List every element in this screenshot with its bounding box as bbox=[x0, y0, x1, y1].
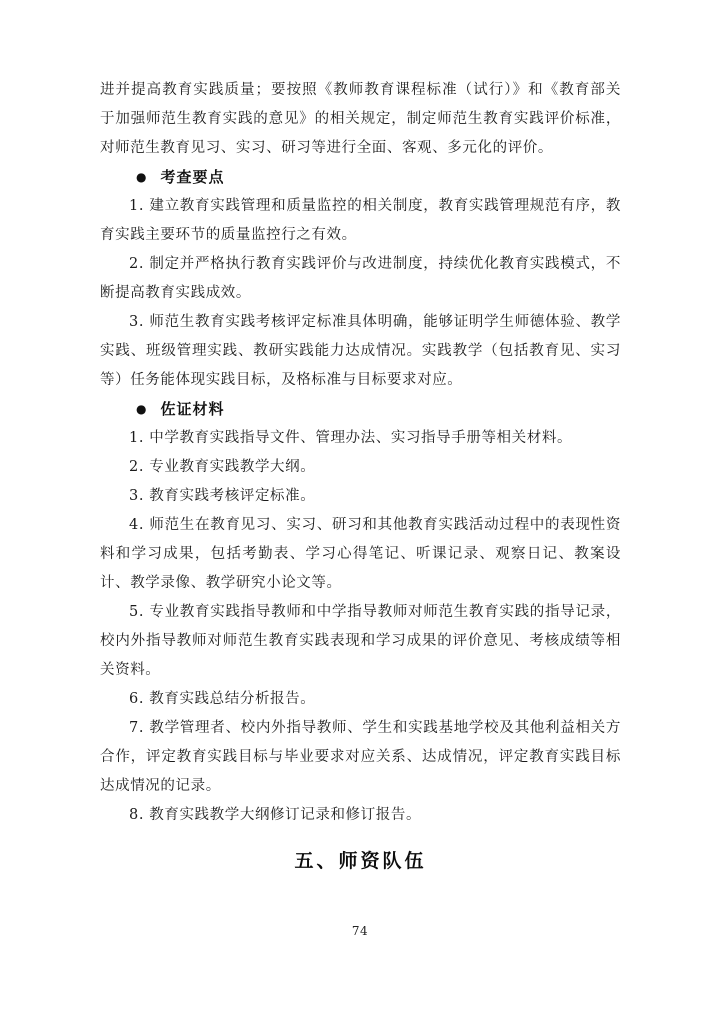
bullet-icon: ● bbox=[136, 402, 148, 416]
bullet-icon: ● bbox=[136, 170, 148, 184]
list-item: 6. 教育实践总结分析报告。 bbox=[129, 691, 316, 707]
list-item: 3. 教育实践考核评定标准。 bbox=[129, 488, 316, 504]
section-title: 佐证材料 bbox=[160, 400, 225, 418]
list-item: 1. 建立教育实践管理和质量监控的相关制度，教育实践管理规范有序，教育实践主要环节的质量监控行之有效。 bbox=[100, 198, 621, 243]
intro-paragraph: 进并提高教育实践质量；要按照《教师教育课程标准（试行）》和《教育部关于加强师范生教育实践的意见》的相关规定，制定师范生教育实践评价标准，对师范生教育见习、实习、研习等进行全面、客观、多元化的评价。 bbox=[100, 82, 621, 156]
chapter-heading: 五、师资队伍 bbox=[294, 850, 427, 872]
page-number: 74 bbox=[351, 924, 369, 938]
list-item: 3. 师范生教育实践考核评定标准具体明确，能够证明学生师德体验、教学实践、班级管理实践、教研实践能力达成情况。实践教学（包括教育见、实习等）任务能体现实践目标，及格标准与目标要求对应。 bbox=[100, 314, 621, 388]
list-item: 4. 师范生在教育见习、实习、研习和其他教育实践活动过程中的表现性资料和学习成果，包括考勤表、学习心得笔记、听课记录、观察日记、教案设计、教学录像、教学研究小论文等。 bbox=[100, 517, 621, 591]
section-header-key-points bbox=[100, 163, 621, 192]
section-header-evidence-materials bbox=[100, 395, 621, 424]
list-item: 2. 专业教育实践教学大纲。 bbox=[129, 459, 316, 475]
section-title: 考查要点 bbox=[160, 168, 225, 186]
list-item: 5. 专业教育实践指导教师和中学指导教师对师范生教育实践的指导记录，校内外指导教师对师范生教育实践表现和学习成果的评价意见、考核成绩等相关资料。 bbox=[100, 604, 621, 678]
page-content bbox=[100, 76, 621, 876]
list-item: 7. 教学管理者、校内外指导教师、学生和实践基地学校及其他利益相关方合作，评定教育实践目标与毕业要求对应关系、达成情况，评定教育实践目标达成情况的记录。 bbox=[100, 720, 621, 794]
list-item: 2. 制定并严格执行教育实践评价与改进制度，持续优化教育实践模式，不断提高教育实践成效。 bbox=[100, 256, 621, 301]
list-item: 1. 中学教育实践指导文件、管理办法、实习指导手册等相关材料。 bbox=[129, 430, 573, 446]
list-item: 8. 教育实践教学大纲修订记录和修订报告。 bbox=[129, 807, 422, 823]
